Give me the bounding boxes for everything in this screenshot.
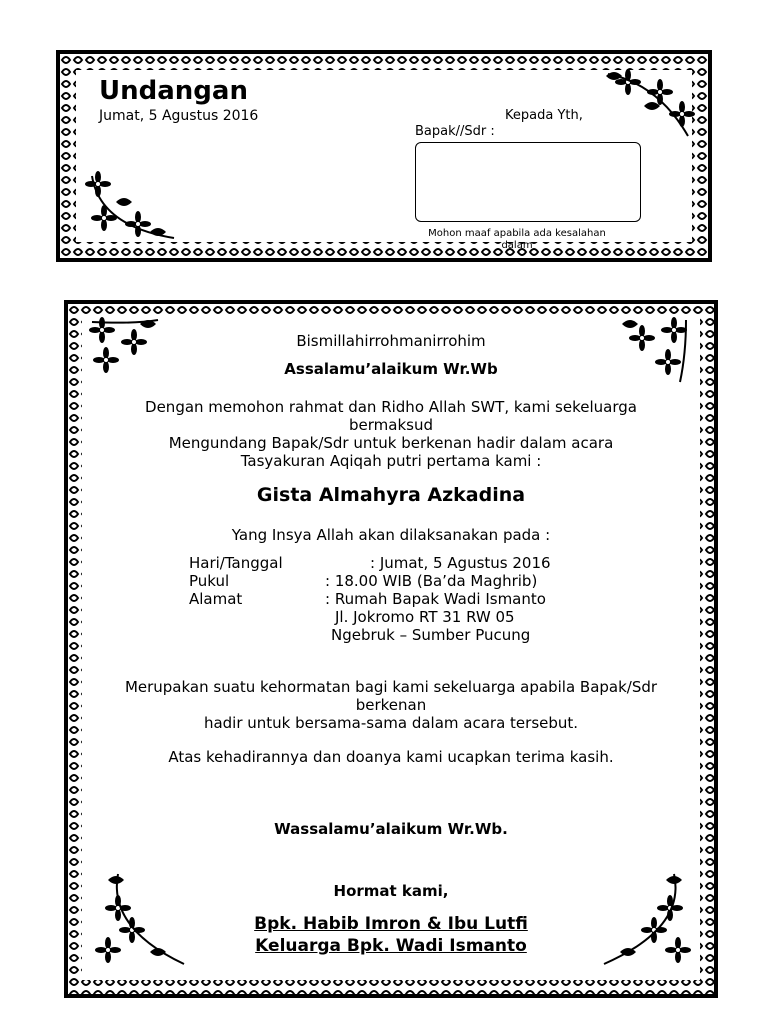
child-name: Gista Almahyra Azkadina (256, 484, 526, 506)
detail-label: Hari/Tanggal (189, 554, 283, 572)
signer: Keluarga Bpk. Wadi Ismanto (255, 936, 527, 956)
detail-label: Pukul (189, 572, 230, 590)
detail-value: : 18.00 WIB (Ba’da Maghrib) (325, 572, 538, 590)
honor-line: berkenan (355, 696, 427, 714)
will-be-held: Yang Insya Allah akan dilaksanakan pada : (231, 526, 551, 544)
envelope-date: Jumat, 5 Agustus 2016 (99, 108, 259, 124)
detail-value: : Rumah Bapak Wadi Ismanto (325, 590, 546, 608)
honor-line: Merupakan suatu kehormatan bagi kami sekeluarga apabila Bapak/Sdr (124, 678, 658, 696)
honor-paragraph (74, 678, 708, 732)
thanks: Atas kehadirannya dan doanya kami ucapkan terima kasih. (168, 748, 614, 766)
address-line: Jl. Jokromo RT 31 RW 05 (335, 608, 515, 626)
envelope-to-line: Kepada Yth, (505, 108, 583, 123)
apology-line: dalam (501, 240, 533, 251)
intro-line: Tasyakuran Aqiqah putri pertama kami : (240, 452, 542, 470)
address-line: Ngebruk – Sumber Pucung (331, 626, 531, 644)
detail-value: : Jumat, 5 Agustus 2016 (370, 554, 551, 572)
detail-label: Alamat (189, 590, 243, 608)
flower-corner-icon (598, 64, 698, 144)
intro-line: Mengundang Bapak/Sdr untuk berkenan hadir dalam acara (168, 434, 614, 452)
envelope-apology (412, 228, 622, 252)
salam-open: Assalamu’alaikum Wr.Wb (284, 360, 498, 378)
bismillah: Bismillahirrohmanirrohim (296, 332, 486, 350)
regards: Hormat kami, (333, 882, 449, 900)
intro-paragraph (82, 398, 700, 470)
salam-close: Wassalamu’alaikum Wr.Wb. (274, 820, 508, 838)
envelope-to-name: Bapak//Sdr : (415, 124, 495, 139)
apology-line: Mohon maaf apabila ada kesalahan (428, 228, 606, 239)
intro-line: bermaksud (349, 416, 433, 434)
signer: Bpk. Habib Imron & Ibu Lutfi (254, 914, 528, 934)
flower-corner-icon (80, 166, 180, 246)
intro-line: Dengan memohon rahmat dan Ridho Allah SWT, kami sekeluarga (145, 398, 637, 416)
envelope-title: Undangan (99, 76, 248, 106)
address-box (415, 142, 641, 222)
honor-line: hadir untuk bersama-sama dalam acara tersebut. (203, 714, 579, 732)
